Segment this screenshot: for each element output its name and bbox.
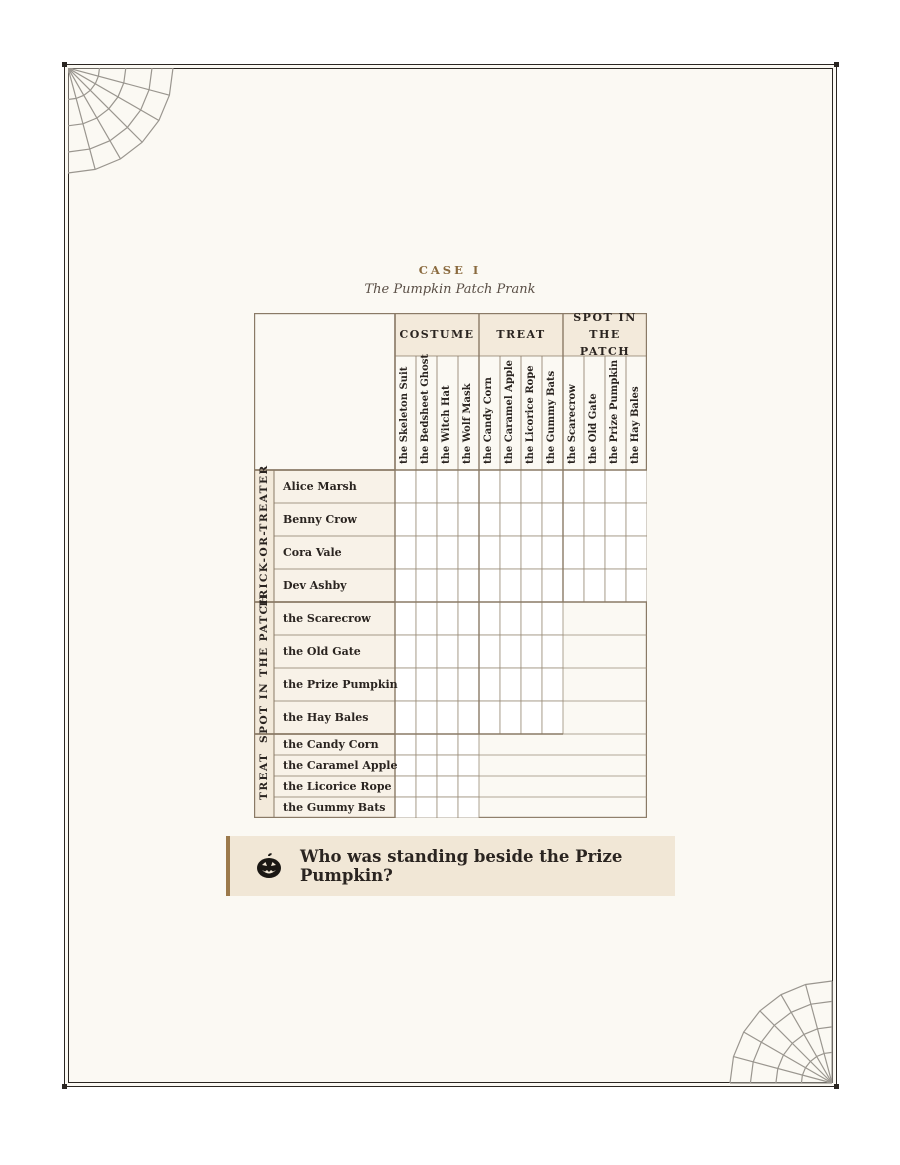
grid-cell[interactable] — [458, 701, 479, 734]
grid-cell[interactable] — [479, 602, 500, 635]
frame-corner — [834, 62, 839, 67]
frame-corner — [62, 1084, 67, 1089]
grid-cell[interactable] — [416, 635, 437, 668]
grid-cell[interactable] — [395, 701, 416, 734]
column-label: the Scarecrow — [567, 384, 578, 464]
grid-cell[interactable] — [500, 668, 521, 701]
grid-cell[interactable] — [521, 668, 542, 701]
frame-corner — [62, 62, 67, 67]
grid-cell[interactable] — [437, 503, 458, 536]
grid-cell[interactable] — [395, 602, 416, 635]
column-label: the Skeleton Suit — [399, 366, 410, 464]
grid-cell[interactable] — [542, 470, 563, 503]
column-label: the Candy Corn — [483, 377, 494, 464]
grid-cell[interactable] — [542, 668, 563, 701]
grid-cell[interactable] — [500, 536, 521, 569]
frame-corner — [834, 1084, 839, 1089]
grid-cell[interactable] — [605, 536, 626, 569]
column-label: the Witch Hat — [441, 385, 452, 464]
grid-cell[interactable] — [437, 797, 458, 818]
grid-cell[interactable] — [500, 635, 521, 668]
grid-cell[interactable] — [395, 734, 416, 755]
grid-cell[interactable] — [395, 755, 416, 776]
spiderweb-icon — [68, 68, 178, 178]
grid-cell[interactable] — [584, 569, 605, 602]
grid-cell[interactable] — [521, 569, 542, 602]
column-label: the Caramel Apple — [504, 359, 515, 464]
grid-cell[interactable] — [437, 470, 458, 503]
row-group-treat: TREAT — [258, 752, 270, 800]
row-label: the Prize Pumpkin — [283, 678, 398, 691]
row-label: Cora Vale — [283, 546, 342, 559]
grid-cell[interactable] — [395, 635, 416, 668]
column-label: the Licorice Rope — [525, 365, 536, 464]
column-group-treat: TREAT — [496, 328, 546, 341]
question-text: Who was standing beside the Prize Pumpkin? — [300, 847, 623, 885]
grid-cell[interactable] — [521, 470, 542, 503]
row-label: Alice Marsh — [283, 480, 357, 493]
column-label: the Bedsheet Ghost — [420, 354, 431, 464]
grid-cell[interactable] — [458, 536, 479, 569]
pumpkin-icon — [256, 853, 282, 879]
grid-cell[interactable] — [395, 776, 416, 797]
grid-cell[interactable] — [479, 569, 500, 602]
grid-cell[interactable] — [584, 536, 605, 569]
grid-cell[interactable] — [479, 503, 500, 536]
row-label: the Caramel Apple — [283, 759, 398, 772]
grid-cell[interactable] — [416, 602, 437, 635]
grid-cell[interactable] — [458, 503, 479, 536]
grid-cell[interactable] — [395, 503, 416, 536]
row-label: the Licorice Rope — [283, 780, 392, 793]
grid-cell[interactable] — [563, 470, 584, 503]
column-group-spot-in-the-patch: SPOT IN THE PATCH — [573, 311, 637, 358]
grid-cell[interactable] — [416, 734, 437, 755]
grid-cell[interactable] — [395, 569, 416, 602]
grid-cell[interactable] — [416, 536, 437, 569]
grid-cell[interactable] — [542, 536, 563, 569]
grid-cell[interactable] — [458, 797, 479, 818]
grid-cell[interactable] — [626, 470, 647, 503]
grid-cell[interactable] — [605, 569, 626, 602]
grid-cell[interactable] — [395, 797, 416, 818]
grid-cell[interactable] — [563, 569, 584, 602]
logic-grid — [254, 313, 647, 818]
grid-cell[interactable] — [458, 734, 479, 755]
grid-cell[interactable] — [605, 503, 626, 536]
grid-cell[interactable] — [458, 602, 479, 635]
grid-cell[interactable] — [626, 569, 647, 602]
grid-cell[interactable] — [395, 470, 416, 503]
grid-cell[interactable] — [437, 776, 458, 797]
column-group-costume: COSTUME — [399, 328, 475, 341]
row-label: the Old Gate — [283, 645, 361, 658]
column-label: the Gummy Bats — [546, 370, 557, 464]
grid-cell[interactable] — [458, 569, 479, 602]
grid-cell[interactable] — [584, 503, 605, 536]
grid-cell[interactable] — [479, 536, 500, 569]
grid-cell[interactable] — [500, 503, 521, 536]
case-title: The Pumpkin Patch Prank — [364, 282, 536, 297]
grid-cell[interactable] — [437, 701, 458, 734]
grid-cell[interactable] — [479, 701, 500, 734]
grid-cell[interactable] — [521, 602, 542, 635]
grid-cell[interactable] — [395, 668, 416, 701]
question-box — [226, 836, 675, 896]
grid-cell[interactable] — [626, 536, 647, 569]
grid-cell[interactable] — [500, 569, 521, 602]
grid-cell[interactable] — [521, 536, 542, 569]
grid-cell[interactable] — [542, 503, 563, 536]
grid-cell[interactable] — [416, 797, 437, 818]
grid-cell[interactable] — [437, 536, 458, 569]
grid-cell[interactable] — [479, 635, 500, 668]
grid-cell[interactable] — [437, 668, 458, 701]
grid-cell[interactable] — [542, 635, 563, 668]
row-label: the Scarecrow — [283, 612, 371, 625]
grid-cell[interactable] — [605, 470, 626, 503]
row-group-spot-in-the-patch: SPOT IN THE PATCH — [258, 593, 270, 743]
case-label: CASE I — [418, 263, 482, 277]
grid-cell[interactable] — [458, 635, 479, 668]
grid-cell[interactable] — [563, 536, 584, 569]
grid-cell[interactable] — [437, 635, 458, 668]
grid-cell[interactable] — [416, 755, 437, 776]
column-label: the Hay Bales — [630, 386, 641, 464]
grid-cell[interactable] — [542, 602, 563, 635]
grid-cell[interactable] — [563, 503, 584, 536]
grid-cell[interactable] — [437, 734, 458, 755]
grid-cell[interactable] — [416, 701, 437, 734]
grid-cell[interactable] — [458, 776, 479, 797]
grid-cell[interactable] — [395, 536, 416, 569]
grid-cell[interactable] — [479, 470, 500, 503]
grid-cell[interactable] — [521, 635, 542, 668]
row-label: the Candy Corn — [283, 738, 379, 751]
grid-cell[interactable] — [500, 602, 521, 635]
grid-cell[interactable] — [584, 470, 605, 503]
grid-cell[interactable] — [416, 503, 437, 536]
grid-cell[interactable] — [500, 701, 521, 734]
grid-cell[interactable] — [458, 470, 479, 503]
grid-cell[interactable] — [521, 503, 542, 536]
grid-cell[interactable] — [542, 569, 563, 602]
grid-cell[interactable] — [437, 602, 458, 635]
grid-cell[interactable] — [521, 701, 542, 734]
row-label: the Hay Bales — [283, 711, 369, 724]
grid-cell[interactable] — [458, 755, 479, 776]
row-label: Benny Crow — [283, 513, 357, 526]
row-group-trick-or-treater: TRICK-OR-TREATER — [258, 464, 270, 608]
column-label: the Wolf Mask — [462, 383, 473, 464]
grid-cell[interactable] — [416, 569, 437, 602]
grid-cell[interactable] — [626, 503, 647, 536]
column-label: the Prize Pumpkin — [609, 359, 620, 464]
grid-cell[interactable] — [437, 569, 458, 602]
grid-cell[interactable] — [416, 668, 437, 701]
grid-cell[interactable] — [479, 668, 500, 701]
grid-cell[interactable] — [437, 755, 458, 776]
grid-cell[interactable] — [458, 668, 479, 701]
row-label: the Gummy Bats — [283, 801, 386, 814]
column-label: the Old Gate — [588, 393, 599, 464]
row-label: Dev Ashby — [283, 579, 347, 592]
spiderweb-icon — [728, 979, 833, 1084]
grid-cell[interactable] — [542, 701, 563, 734]
grid-cell[interactable] — [500, 470, 521, 503]
grid-cell[interactable] — [416, 470, 437, 503]
grid-cell[interactable] — [416, 776, 437, 797]
